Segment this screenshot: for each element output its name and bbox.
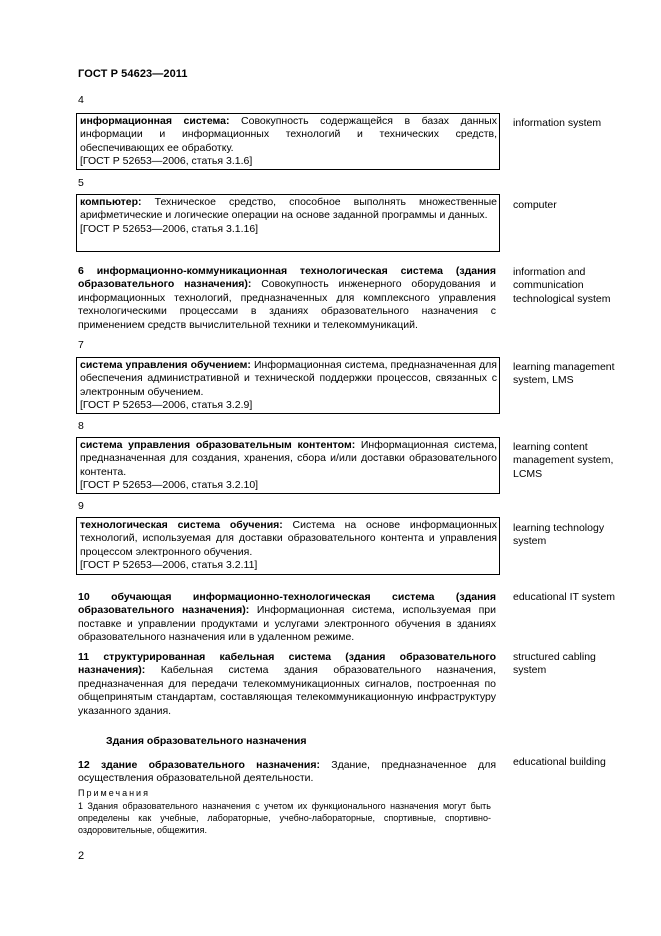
term-title [78,759,320,771]
term-plain [78,591,496,645]
source-reference: [ГОСТ Р 52653—2006, статья 3.1.6] [80,155,253,168]
source-reference: [ГОСТ Р 52653—2006, статья 3.2.10] [80,479,259,492]
source-reference: [ГОСТ Р 52653—2006, статья 3.1.16] [80,222,259,235]
term-name: информационно-коммуникационная технологическая система (здания образовательного назначения): [78,265,496,291]
definition-text: Совокупность инженерного оборудования и информационных технологий, предназначенных для комплексного управления технологическими процессами в зданиях образовательного назначения с применением средств вычислительной техники и телекоммуникаций. [78,278,496,331]
term-title: технологическая система обучения: [80,519,283,531]
term-definition [80,359,497,399]
term-definition [80,196,497,223]
definition-text: Кабельная система здания образовательного назначения, предназначенная для передачи телекоммуникационных сигналов, построенная по общепринятым стандартам, составляющая телекоммуникационную инфраструктуру указанного здания. [78,664,496,717]
term-definition [80,439,497,479]
term-plain [78,759,496,786]
term-definition [78,759,496,786]
entry-number: 5 [78,177,84,189]
term-definition [80,115,497,155]
entry-number: 11 [78,651,90,663]
term-definition [78,651,496,718]
definition-text: Здание, предназначенное для осуществления образовательной деятельности. [78,759,497,785]
term-plain [78,265,496,332]
english-term: educational building [513,756,606,768]
english-term: computer [513,199,557,211]
entry-number: 9 [78,500,84,512]
page-number: 2 [78,850,85,862]
term-title: система управления образовательным контентом: [80,439,356,451]
term-title: система управления обучением: [80,359,251,371]
term-definition [80,519,497,559]
term-box [76,517,500,575]
term-definition [78,591,496,645]
term-title: информационная система: [80,115,230,127]
entry-number: 7 [78,339,84,351]
term-name: структурированная кабельная система (здания образовательного назначения): [78,651,496,677]
english-term: educational IT system [513,591,615,603]
english-term: information system [513,117,602,129]
document-code: ГОСТ Р 54623—2011 [78,68,188,80]
source-reference: [ГОСТ Р 52653—2006, статья 3.2.9] [80,399,253,412]
english-term: learning management system, LMS [513,361,615,387]
definition-text: Техническое средство, способное выполнять множественные арифметические и логические операции на основе заданной программы и данных. [80,196,497,222]
term-definition [78,265,496,332]
english-term: structured cabling system [513,651,596,677]
section-heading: Здания образовательного назначения [106,735,307,747]
notes-text: 1 Здания образовательного назначения с учетом их функционального назначения могут быть определены как учебные, лабораторные, учебно-лабораторные, спортивные, спортивно-оздоровительные, общежития. [78,801,491,836]
entry-number: 8 [78,420,84,432]
term-box [76,357,500,414]
notes-title: Примечания [78,788,150,798]
term-name: здание образовательного назначения: [100,759,320,771]
source-reference: [ГОСТ Р 52653—2006, статья 3.2.11] [80,559,258,572]
term-title: компьютер: [80,196,142,208]
english-term: information and communication technological system [513,266,611,305]
definition-text: Информационная система, используемая при поставке и управлении продуктами и услугами электронного обучения в зданиях образовательного назначения или в удаленном режиме. [78,604,496,644]
entry-number: 6 [78,265,84,277]
definition-text: Система на основе информационных технологий, используемая для доставки образовательного контента и управления процессом электронного обучения. [80,519,498,558]
term-box [76,437,500,494]
entry-number: 4 [78,94,84,106]
english-term: learning content management system, LCMS [513,441,614,480]
term-box [76,113,500,170]
term-plain [78,651,496,718]
definition-text: Информационная система, предназначенная для обеспечения административной и технической поддержки процессов, связанных с электронным обучением. [80,359,497,398]
term-box [76,194,500,252]
term-name: обучающая информационно-технологическая система (здания образовательного назначения): [78,591,497,617]
entry-number: 10 [78,591,90,603]
entry-number: 12 [78,759,90,771]
definition-text: Совокупность содержащейся в базах данных информации и информационных технологий и технических средств, обеспечивающих ее обработку. [80,115,497,154]
english-term: learning technology system [513,522,605,548]
definition-text: Информационная система, предназначенная для создания, хранения, сбора и/или доставки образовательного контента. [80,439,497,478]
